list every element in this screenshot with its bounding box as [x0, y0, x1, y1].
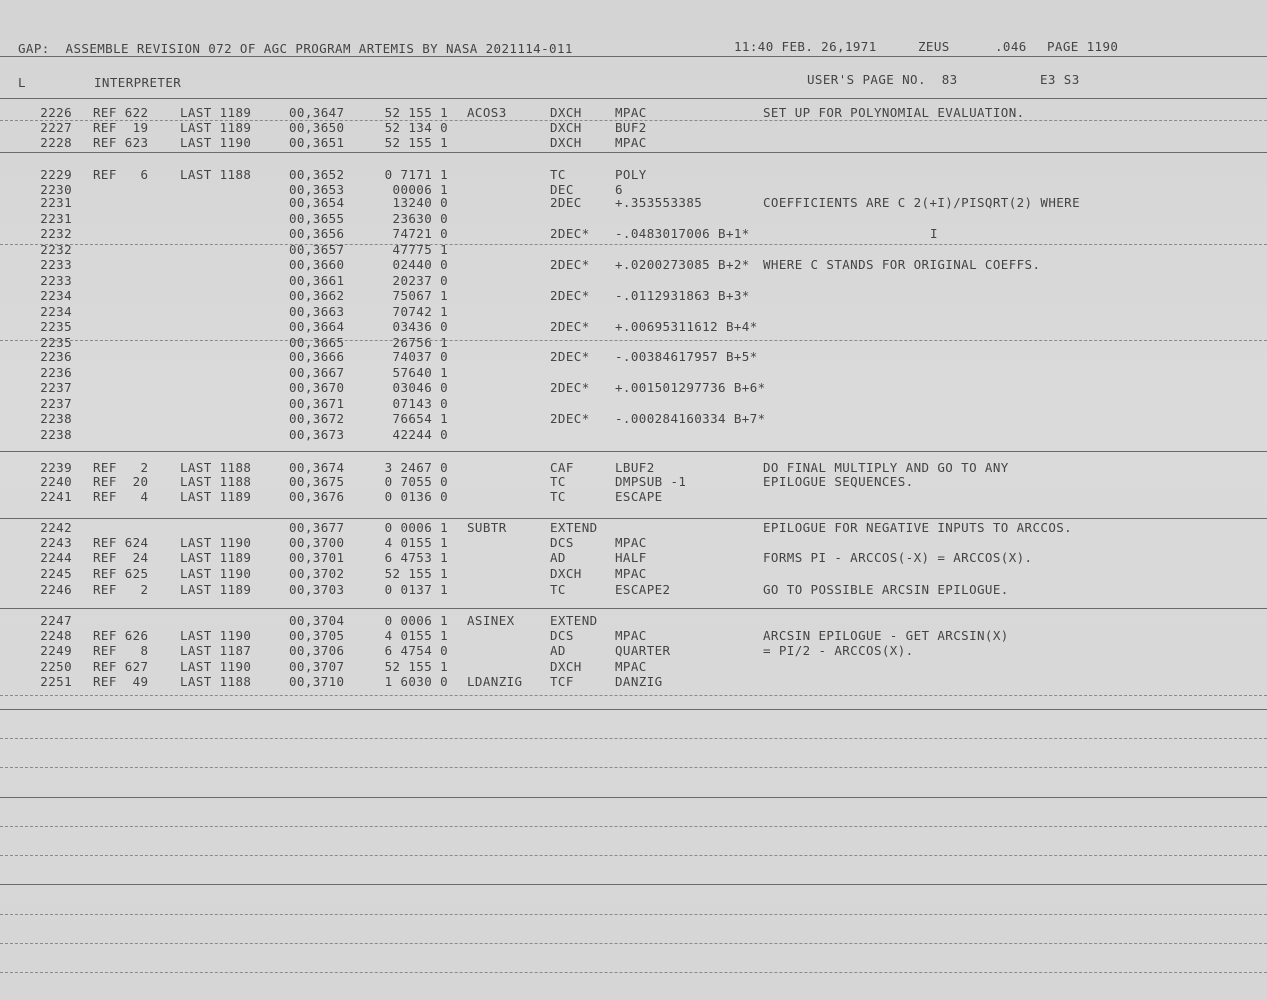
listing-addr: 00,3701 [289, 550, 345, 565]
listing-last: LAST 1187 [180, 643, 252, 658]
listing-word: 6 4753 1 [384, 550, 448, 565]
listing-line: 2228 [40, 135, 72, 150]
listing-last: LAST 1188 [180, 167, 252, 182]
listing-addr: 00,3676 [289, 489, 345, 504]
listing-word: 26756 1 [392, 335, 448, 350]
listing-line: 2231 [40, 195, 72, 210]
listing-ref: REF 626 [93, 628, 149, 643]
listing-line: 2230 [40, 182, 72, 197]
listing-ref: REF 623 [93, 135, 149, 150]
listing-addr: 00,3662 [289, 288, 345, 303]
listing-line: 2247 [40, 613, 72, 628]
listing-operand: -.00384617957 B+5* [615, 349, 758, 364]
listing-op: 2DEC* [550, 411, 590, 426]
listing-word: 02440 0 [392, 257, 448, 272]
listing-addr: 00,3671 [289, 396, 345, 411]
listing-operand: -.000284160334 B+7* [615, 411, 766, 426]
listing-ref: REF 622 [93, 105, 149, 120]
listing-addr: 00,3700 [289, 535, 345, 550]
header-time-date: 11:40 FEB. 26,1971 [734, 39, 877, 54]
listing-ref: REF 19 [93, 120, 149, 135]
listing-ref: REF 627 [93, 659, 149, 674]
listing-line: 2243 [40, 535, 72, 550]
listing-addr: 00,3655 [289, 211, 345, 226]
listing-last: LAST 1189 [180, 105, 252, 120]
page-rule [0, 340, 1267, 341]
listing-addr: 00,3650 [289, 120, 345, 135]
page-rule [0, 972, 1267, 973]
listing-ref: REF 625 [93, 566, 149, 581]
listing-ref: REF 4 [93, 489, 149, 504]
listing-last: LAST 1189 [180, 489, 252, 504]
listing-word: 4 0155 1 [384, 628, 448, 643]
listing-op: EXTEND [550, 520, 598, 535]
listing-addr: 00,3647 [289, 105, 345, 120]
listing-line: 2226 [40, 105, 72, 120]
listing-line: 2245 [40, 566, 72, 581]
listing-op: CAF [550, 460, 574, 475]
listing-word: 47775 1 [392, 242, 448, 257]
listing-word: 6 4754 0 [384, 643, 448, 658]
listing-comment: WHERE C STANDS FOR ORIGINAL COEFFS. [763, 257, 1041, 272]
page-rule [0, 738, 1267, 739]
listing-label: LDANZIG [467, 674, 523, 689]
listing-operand: ESCAPE [615, 489, 663, 504]
listing-line: 2234 [40, 288, 72, 303]
listing-word: 57640 1 [392, 365, 448, 380]
listing-operand: MPAC [615, 566, 647, 581]
listing-op: 2DEC* [550, 380, 590, 395]
section-letter: L [18, 75, 26, 90]
listing-comment: = PI/2 - ARCCOS(X). [763, 643, 914, 658]
listing-word: 42244 0 [392, 427, 448, 442]
listing-op: TC [550, 167, 566, 182]
listing-op: TC [550, 489, 566, 504]
listing-op: TCF [550, 674, 574, 689]
listing-addr: 00,3652 [289, 167, 345, 182]
listing-comment: GO TO POSSIBLE ARCSIN EPILOGUE. [763, 582, 1009, 597]
page-rule [0, 914, 1267, 915]
listing-op: 2DEC* [550, 226, 590, 241]
listing-line: 2229 [40, 167, 72, 182]
page-rule [0, 244, 1267, 245]
page-rule [0, 152, 1267, 153]
listing-word: 03046 0 [392, 380, 448, 395]
listing-comment: COEFFICIENTS ARE C 2(+I)/PISQRT(2) WHERE [763, 195, 1081, 210]
listing-addr: 00,3706 [289, 643, 345, 658]
listing-operand: MPAC [615, 135, 647, 150]
listing-addr: 00,3667 [289, 365, 345, 380]
listing-op: DCS [550, 628, 574, 643]
page-rule [0, 943, 1267, 944]
listing-op: DXCH [550, 120, 582, 135]
listing-operand: MPAC [615, 105, 647, 120]
listing-addr: 00,3707 [289, 659, 345, 674]
listing-op: 2DEC [550, 195, 582, 210]
listing-line: 2251 [40, 674, 72, 689]
listing-word: 4 0155 1 [384, 535, 448, 550]
listing-operand: BUF2 [615, 120, 647, 135]
listing-word: 3 2467 0 [384, 460, 448, 475]
listing-word: 0 0006 1 [384, 520, 448, 535]
listing-word: 00006 1 [392, 182, 448, 197]
page-rule [0, 608, 1267, 609]
listing-line: 2231 [40, 211, 72, 226]
listing-line: 2232 [40, 242, 72, 257]
listing-operand: QUARTER [615, 643, 671, 658]
listing-operand: DMPSUB -1 [615, 474, 687, 489]
listing-line: 2238 [40, 411, 72, 426]
listing-comment: EPILOGUE FOR NEGATIVE INPUTS TO ARCCOS. [763, 520, 1073, 535]
listing-word: 75067 1 [392, 288, 448, 303]
header-rule-bottom [0, 98, 1267, 99]
header-rule-top [0, 56, 1267, 57]
listing-line: 2250 [40, 659, 72, 674]
users-page-number: USER'S PAGE NO. 83 [807, 72, 958, 87]
listing-operand: +.353553385 [615, 195, 703, 210]
listing-last: LAST 1188 [180, 474, 252, 489]
listing-operand: -.0483017006 B+1* [615, 226, 750, 241]
listing-line: 2236 [40, 365, 72, 380]
listing-line: 2238 [40, 427, 72, 442]
listing-addr: 00,3653 [289, 182, 345, 197]
listing-op: 2DEC* [550, 288, 590, 303]
listing-line: 2234 [40, 304, 72, 319]
listing-op: EXTEND [550, 613, 598, 628]
listing-word: 74037 0 [392, 349, 448, 364]
listing-addr: 00,3654 [289, 195, 345, 210]
listing-line: 2239 [40, 460, 72, 475]
listing-line: 2241 [40, 489, 72, 504]
listing-op: AD [550, 643, 566, 658]
listing-ref: REF 8 [93, 643, 149, 658]
page-rule [0, 518, 1267, 519]
page-rule [0, 826, 1267, 827]
listing-line: 2246 [40, 582, 72, 597]
listing-addr: 00,3665 [289, 335, 345, 350]
listing-addr: 00,3663 [289, 304, 345, 319]
listing-op: DXCH [550, 659, 582, 674]
listing-operand: DANZIG [615, 674, 663, 689]
listing-word: 0 0006 1 [384, 613, 448, 628]
listing-line: 2240 [40, 474, 72, 489]
listing-ref: REF 2 [93, 582, 149, 597]
listing-word: 03436 0 [392, 319, 448, 334]
listing-op: 2DEC* [550, 349, 590, 364]
listing-addr: 00,3666 [289, 349, 345, 364]
listing-addr: 00,3657 [289, 242, 345, 257]
listing-comment: EPILOGUE SEQUENCES. [763, 474, 914, 489]
listing-word: 13240 0 [392, 195, 448, 210]
listing-addr: 00,3704 [289, 613, 345, 628]
listing-addr: 00,3710 [289, 674, 345, 689]
listing-addr: 00,3661 [289, 273, 345, 288]
listing-operand: MPAC [615, 659, 647, 674]
listing-word: 23630 0 [392, 211, 448, 226]
listing-word: 74721 0 [392, 226, 448, 241]
listing-last: LAST 1189 [180, 582, 252, 597]
header-id: .046 [995, 39, 1027, 54]
listing-op: AD [550, 550, 566, 565]
listing-addr: 00,3672 [289, 411, 345, 426]
listing-addr: 00,3660 [289, 257, 345, 272]
header-page: PAGE 1190 [1047, 39, 1119, 54]
listing-operand: HALF [615, 550, 647, 565]
listing-word: 20237 0 [392, 273, 448, 288]
page-rule [0, 855, 1267, 856]
listing-op: TC [550, 582, 566, 597]
listing-last: LAST 1190 [180, 628, 252, 643]
listing-op: DXCH [550, 105, 582, 120]
listing-word: 70742 1 [392, 304, 448, 319]
listing-line: 2244 [40, 550, 72, 565]
listing-ref: REF 6 [93, 167, 149, 182]
listing-op: 2DEC* [550, 257, 590, 272]
listing-line: 2233 [40, 257, 72, 272]
listing-word: 0 7171 1 [384, 167, 448, 182]
listing-addr: 00,3651 [289, 135, 345, 150]
header-code: E3 S3 [1040, 72, 1080, 87]
listing-operand: -.0112931863 B+3* [615, 288, 750, 303]
listing-comment: FORMS PI - ARCCOS(-X) = ARCCOS(X). [763, 550, 1033, 565]
listing-comment: I [930, 226, 938, 241]
listing-line: 2249 [40, 643, 72, 658]
listing-addr: 00,3705 [289, 628, 345, 643]
listing-last: LAST 1188 [180, 674, 252, 689]
listing-line: 2235 [40, 335, 72, 350]
listing-comment: SET UP FOR POLYNOMIAL EVALUATION. [763, 105, 1025, 120]
listing-line: 2233 [40, 273, 72, 288]
listing-operand: ESCAPE2 [615, 582, 671, 597]
listing-word: 0 7055 0 [384, 474, 448, 489]
listing-operand: POLY [615, 167, 647, 182]
listing-operand: LBUF2 [615, 460, 655, 475]
listing-ref: REF 20 [93, 474, 149, 489]
listing-comment: DO FINAL MULTIPLY AND GO TO ANY [763, 460, 1009, 475]
listing-word: 52 134 0 [384, 120, 448, 135]
header-user: ZEUS [918, 39, 950, 54]
listing-line: 2248 [40, 628, 72, 643]
listing-operand: MPAC [615, 628, 647, 643]
listing-word: 0 0137 1 [384, 582, 448, 597]
listing-op: DEC [550, 182, 574, 197]
listing-operand: +.00695311612 B+4* [615, 319, 758, 334]
listing-addr: 00,3670 [289, 380, 345, 395]
listing-line: 2236 [40, 349, 72, 364]
listing-word: 0 0136 0 [384, 489, 448, 504]
listing-last: LAST 1190 [180, 535, 252, 550]
listing-op: DCS [550, 535, 574, 550]
listing-word: 52 155 1 [384, 566, 448, 581]
listing-addr: 00,3674 [289, 460, 345, 475]
listing-addr: 00,3677 [289, 520, 345, 535]
listing-addr: 00,3675 [289, 474, 345, 489]
listing-op: 2DEC* [550, 319, 590, 334]
listing-last: LAST 1189 [180, 120, 252, 135]
listing-line: 2242 [40, 520, 72, 535]
listing-label: ACOS3 [467, 105, 507, 120]
listing-operand: +.001501297736 B+6* [615, 380, 766, 395]
listing-word: 76654 1 [392, 411, 448, 426]
page-rule [0, 709, 1267, 710]
listing-last: LAST 1190 [180, 659, 252, 674]
listing-line: 2232 [40, 226, 72, 241]
listing-ref: REF 24 [93, 550, 149, 565]
listing-addr: 00,3656 [289, 226, 345, 241]
listing-ref: REF 2 [93, 460, 149, 475]
listing-line: 2227 [40, 120, 72, 135]
listing-word: 52 155 1 [384, 105, 448, 120]
page-rule [0, 767, 1267, 768]
listing-op: DXCH [550, 135, 582, 150]
listing-op: TC [550, 474, 566, 489]
listing-word: 07143 0 [392, 396, 448, 411]
page-rule [0, 884, 1267, 885]
listing-addr: 00,3664 [289, 319, 345, 334]
listing-last: LAST 1189 [180, 550, 252, 565]
page-rule [0, 695, 1267, 696]
listing-operand: +.0200273085 B+2* [615, 257, 750, 272]
listing-last: LAST 1190 [180, 135, 252, 150]
page-rule [0, 451, 1267, 452]
listing-last: LAST 1188 [180, 460, 252, 475]
listing-comment: ARCSIN EPILOGUE - GET ARCSIN(X) [763, 628, 1009, 643]
listing-line: 2237 [40, 380, 72, 395]
listing-label: ASINEX [467, 613, 515, 628]
listing-line: 2235 [40, 319, 72, 334]
page-rule [0, 797, 1267, 798]
listing-line: 2237 [40, 396, 72, 411]
listing-addr: 00,3673 [289, 427, 345, 442]
section-name: INTERPRETER [94, 75, 182, 90]
listing-operand: MPAC [615, 535, 647, 550]
listing-ref: REF 624 [93, 535, 149, 550]
listing-addr: 00,3703 [289, 582, 345, 597]
listing-ref: REF 49 [93, 674, 149, 689]
listing-operand: 6 [615, 182, 623, 197]
listing-word: 1 6030 0 [384, 674, 448, 689]
listing-op: DXCH [550, 566, 582, 581]
assembly-header: GAP: ASSEMBLE REVISION 072 OF AGC PROGRAM ARTEMIS BY NASA 2021114-011 [18, 41, 573, 56]
listing-addr: 00,3702 [289, 566, 345, 581]
listing-word: 52 155 1 [384, 135, 448, 150]
listing-label: SUBTR [467, 520, 507, 535]
listing-last: LAST 1190 [180, 566, 252, 581]
listing-word: 52 155 1 [384, 659, 448, 674]
